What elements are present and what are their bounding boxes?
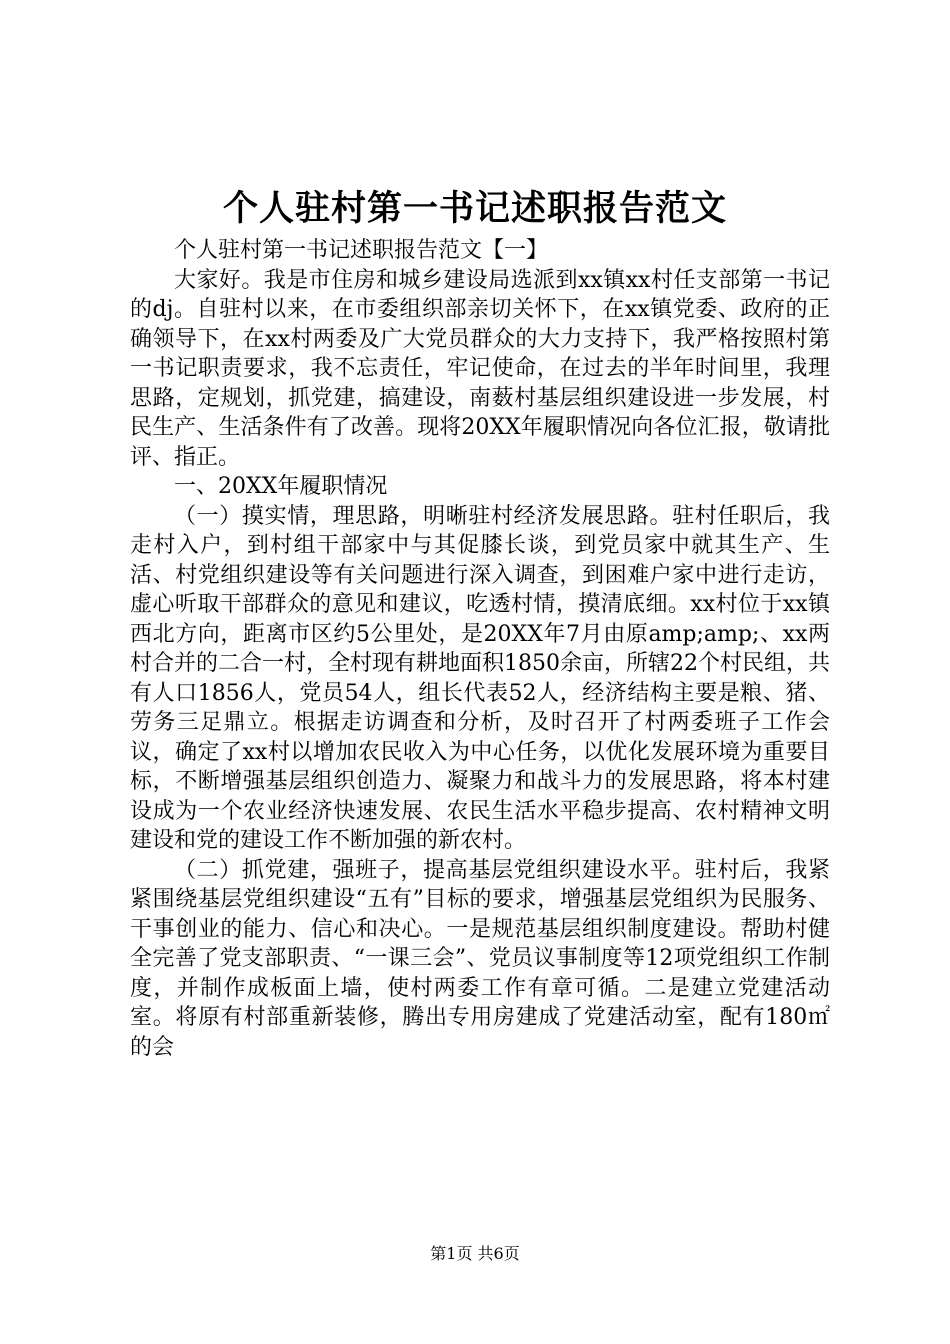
section-heading-performance: 一、20XX年履职情况 (174, 474, 388, 499)
paragraph-item-1: （一）摸实情，理思路，明晰驻村经济发展思路。驻村任职后，我走村入户，到村组干部家中与其促膝长谈，到党员家中就其生产、生活、村党组织建设等有关问题进行深入调查，到困难户家中进行走访，虚心听取干部群众的意见和建议，吃透村情，摸清底细。xx村位于xx镇西北方向，距离市区约5公里处，是20XX年7月由原amp;amp;、xx两村合并的二合一村，全村现有耕地面积1850余亩，所辖22个村民组，共有人口1856人，党员54人，组长代表52人，经济结构主要是粮、猪、劳务三足鼎立。根据走访调查和分析，及时召开了村两委班子工作会议，确定了xx村以增加农民收入为中心任务，以优化发展环境为重要目标，不断增强基层组织创造力、凝聚力和战斗力的发展思路，将本村建设成为一个农业经济快速发展、农民生活水平稳步提高、农村精神文明建设和党的建设工作不断加强的新农村。 (130, 503, 830, 853)
document-body (130, 236, 830, 1062)
section-heading: 个人驻村第一书记述职报告范文【一】 (174, 238, 549, 263)
paragraph-item-2: （二）抓党建，强班子，提高基层党组织建设水平。驻村后，我紧紧围绕基层党组织建设“五有”目标的要求，增强基层党组织为民服务、干事创业的能力、信心和决心。一是规范基层组织制度建设。帮助村健全完善了党支部职责、“一课三会”、党员议事制度等12项党组织工作制度，并制作成板面上墙，使村两委工作有章可循。二是建立党建活动室。将原有村部重新装修，腾出专用房建成了党建活动室，配有180㎡的会 (130, 857, 830, 1060)
document-title: 个人驻村第一书记述职报告范文 (222, 188, 727, 229)
page-number-footer: 第1页 共6页 (430, 1244, 520, 1263)
paragraph-intro: 大家好。我是市住房和城乡建设局选派到xx镇xx村任支部第一书记的dj。自驻村以来，在市委组织部亲切关怀下，在xx镇党委、政府的正确领导下，在xx村两委及广大党员群众的大力支持下，我严格按照村第一书记职责要求，我不忘责任，牢记使命，在过去的半年时间里，我理思路，定规划，抓党建，搞建设，南薮村基层组织建设进一步发展，村民生产、生活条件有了改善。现将20XX年履职情况向各位汇报，敬请批评、指正。 (130, 267, 830, 470)
